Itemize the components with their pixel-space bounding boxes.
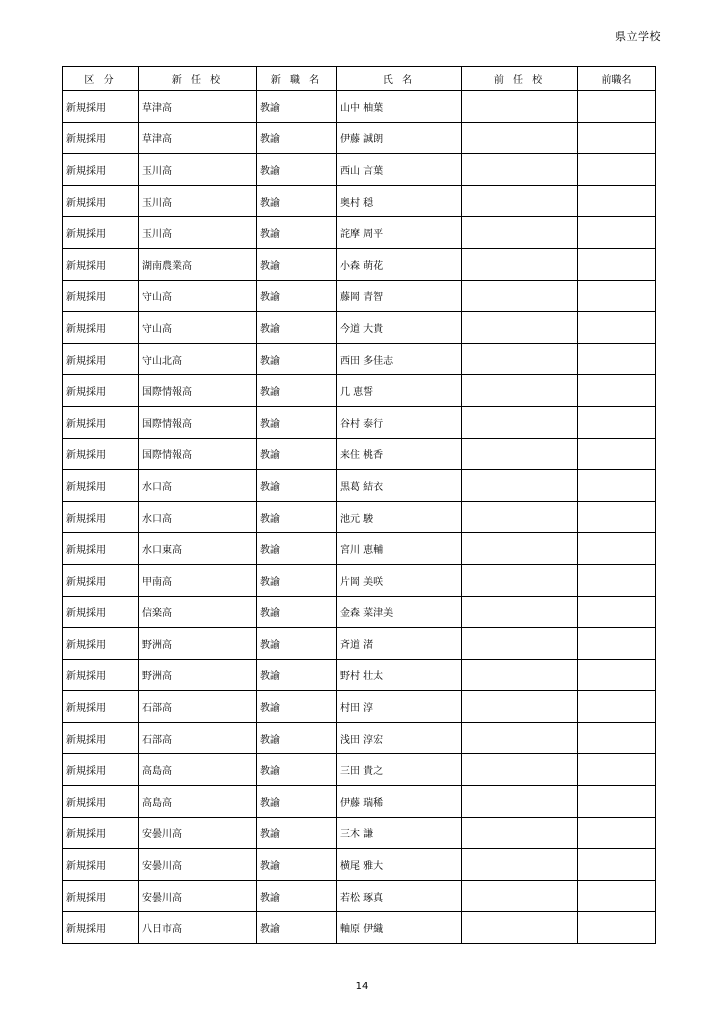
cell-new-school: 甲南高 xyxy=(139,564,257,596)
cell-name: 奥村 穏 xyxy=(337,185,462,217)
table-row xyxy=(63,248,656,280)
cell-category: 新規採用 xyxy=(63,501,139,533)
cell-new-school: 高島高 xyxy=(139,754,257,786)
cell-new-position: 教諭 xyxy=(257,470,337,502)
cell-previous-position xyxy=(578,628,656,660)
cell-new-position: 教諭 xyxy=(257,817,337,849)
cell-previous-school xyxy=(462,406,578,438)
table-row xyxy=(63,754,656,786)
cell-previous-school xyxy=(462,91,578,123)
cell-new-position: 教諭 xyxy=(257,754,337,786)
cell-previous-school xyxy=(462,754,578,786)
cell-new-position: 教諭 xyxy=(257,659,337,691)
column-header-new-position: 新 職 名 xyxy=(257,67,337,91)
cell-previous-school xyxy=(462,470,578,502)
cell-previous-position xyxy=(578,217,656,249)
table-header-row xyxy=(63,67,656,91)
cell-previous-position xyxy=(578,312,656,344)
table-row xyxy=(63,628,656,660)
cell-name: 来住 桃香 xyxy=(337,438,462,470)
table-row xyxy=(63,817,656,849)
cell-category: 新規採用 xyxy=(63,406,139,438)
cell-previous-school xyxy=(462,691,578,723)
cell-new-school: 草津高 xyxy=(139,122,257,154)
cell-new-school: 湖南農業高 xyxy=(139,248,257,280)
cell-name: 今道 大貴 xyxy=(337,312,462,344)
table-row xyxy=(63,217,656,249)
cell-previous-school xyxy=(462,501,578,533)
school-category-label: 県立学校 xyxy=(615,30,661,43)
table-row xyxy=(63,659,656,691)
table-row xyxy=(63,185,656,217)
cell-previous-position xyxy=(578,375,656,407)
cell-previous-position xyxy=(578,754,656,786)
table-row xyxy=(63,312,656,344)
cell-previous-school xyxy=(462,438,578,470)
cell-new-school: 守山高 xyxy=(139,280,257,312)
cell-new-position: 教諭 xyxy=(257,501,337,533)
cell-category: 新規採用 xyxy=(63,343,139,375)
cell-name: 伊藤 瑞稀 xyxy=(337,786,462,818)
cell-previous-position xyxy=(578,912,656,944)
cell-name: 西山 言葉 xyxy=(337,154,462,186)
cell-previous-position xyxy=(578,880,656,912)
table-row xyxy=(63,722,656,754)
table-row xyxy=(63,343,656,375)
cell-previous-position xyxy=(578,248,656,280)
cell-previous-position xyxy=(578,154,656,186)
personnel-table xyxy=(62,66,656,944)
cell-name: 村田 淳 xyxy=(337,691,462,723)
cell-name: 斉道 渚 xyxy=(337,628,462,660)
cell-new-school: 国際情報高 xyxy=(139,375,257,407)
cell-previous-school xyxy=(462,849,578,881)
table-row xyxy=(63,533,656,565)
cell-previous-school xyxy=(462,564,578,596)
cell-previous-position xyxy=(578,470,656,502)
cell-new-position: 教諭 xyxy=(257,343,337,375)
cell-previous-position xyxy=(578,438,656,470)
cell-previous-school xyxy=(462,375,578,407)
cell-previous-school xyxy=(462,248,578,280)
cell-new-school: 野洲高 xyxy=(139,659,257,691)
cell-previous-position xyxy=(578,91,656,123)
table-row xyxy=(63,122,656,154)
cell-name: 軸原 伊織 xyxy=(337,912,462,944)
cell-name: 三田 貴之 xyxy=(337,754,462,786)
cell-previous-school xyxy=(462,185,578,217)
column-header-name: 氏 名 xyxy=(337,67,462,91)
table-row xyxy=(63,470,656,502)
cell-name: 伊藤 誠朗 xyxy=(337,122,462,154)
cell-new-position: 教諭 xyxy=(257,722,337,754)
cell-new-school: 玉川高 xyxy=(139,217,257,249)
cell-previous-position xyxy=(578,185,656,217)
table-row xyxy=(63,691,656,723)
cell-new-position: 教諭 xyxy=(257,185,337,217)
cell-previous-school xyxy=(462,722,578,754)
cell-category: 新規採用 xyxy=(63,691,139,723)
cell-new-position: 教諭 xyxy=(257,406,337,438)
table-row xyxy=(63,880,656,912)
cell-previous-position xyxy=(578,406,656,438)
cell-previous-school xyxy=(462,912,578,944)
cell-previous-school xyxy=(462,880,578,912)
cell-name: 浅田 淳宏 xyxy=(337,722,462,754)
cell-new-school: 玉川高 xyxy=(139,154,257,186)
cell-category: 新規採用 xyxy=(63,722,139,754)
cell-new-school: 野洲高 xyxy=(139,628,257,660)
cell-previous-school xyxy=(462,628,578,660)
table-row xyxy=(63,91,656,123)
cell-previous-position xyxy=(578,501,656,533)
cell-previous-school xyxy=(462,122,578,154)
cell-category: 新規採用 xyxy=(63,754,139,786)
cell-new-school: 石部高 xyxy=(139,691,257,723)
cell-new-school: 信楽高 xyxy=(139,596,257,628)
cell-category: 新規採用 xyxy=(63,375,139,407)
cell-category: 新規採用 xyxy=(63,280,139,312)
cell-category: 新規採用 xyxy=(63,438,139,470)
cell-new-position: 教諭 xyxy=(257,154,337,186)
cell-new-school: 守山北高 xyxy=(139,343,257,375)
cell-new-position: 教諭 xyxy=(257,912,337,944)
cell-previous-school xyxy=(462,312,578,344)
cell-category: 新規採用 xyxy=(63,596,139,628)
cell-new-position: 教諭 xyxy=(257,849,337,881)
cell-category: 新規採用 xyxy=(63,185,139,217)
cell-category: 新規採用 xyxy=(63,659,139,691)
cell-new-position: 教諭 xyxy=(257,786,337,818)
table-row xyxy=(63,564,656,596)
cell-new-school: 安曇川高 xyxy=(139,817,257,849)
page-number: 14 xyxy=(355,981,369,992)
cell-previous-school xyxy=(462,217,578,249)
table-row xyxy=(63,912,656,944)
cell-previous-position xyxy=(578,849,656,881)
cell-category: 新規採用 xyxy=(63,786,139,818)
table-row xyxy=(63,280,656,312)
cell-new-position: 教諭 xyxy=(257,91,337,123)
cell-previous-position xyxy=(578,343,656,375)
cell-previous-school xyxy=(462,533,578,565)
table-row xyxy=(63,406,656,438)
cell-name: 金森 菜津美 xyxy=(337,596,462,628)
cell-category: 新規採用 xyxy=(63,849,139,881)
cell-category: 新規採用 xyxy=(63,470,139,502)
cell-category: 新規採用 xyxy=(63,533,139,565)
cell-category: 新規採用 xyxy=(63,880,139,912)
cell-category: 新規採用 xyxy=(63,91,139,123)
cell-new-position: 教諭 xyxy=(257,248,337,280)
table-row xyxy=(63,501,656,533)
cell-new-position: 教諭 xyxy=(257,217,337,249)
cell-new-school: 石部高 xyxy=(139,722,257,754)
cell-new-school: 高島高 xyxy=(139,786,257,818)
cell-new-school: 安曇川高 xyxy=(139,880,257,912)
cell-new-school: 国際情報高 xyxy=(139,406,257,438)
cell-category: 新規採用 xyxy=(63,312,139,344)
cell-new-position: 教諭 xyxy=(257,533,337,565)
cell-name: 山中 柚葉 xyxy=(337,91,462,123)
cell-new-school: 国際情報高 xyxy=(139,438,257,470)
cell-new-school: 守山高 xyxy=(139,312,257,344)
cell-category: 新規採用 xyxy=(63,122,139,154)
cell-new-position: 教諭 xyxy=(257,312,337,344)
cell-new-school: 八日市高 xyxy=(139,912,257,944)
cell-name: 小森 萌花 xyxy=(337,248,462,280)
cell-name: 若松 琢真 xyxy=(337,880,462,912)
cell-name: 片岡 美咲 xyxy=(337,564,462,596)
column-header-previous-position: 前職名 xyxy=(578,67,656,91)
cell-previous-position xyxy=(578,564,656,596)
table-row xyxy=(63,438,656,470)
table-row xyxy=(63,849,656,881)
cell-previous-school xyxy=(462,659,578,691)
cell-new-position: 教諭 xyxy=(257,375,337,407)
cell-name: 詫摩 周平 xyxy=(337,217,462,249)
cell-previous-school xyxy=(462,596,578,628)
cell-new-school: 水口東高 xyxy=(139,533,257,565)
cell-name: 横尾 雅大 xyxy=(337,849,462,881)
column-header-category: 区 分 xyxy=(63,67,139,91)
cell-category: 新規採用 xyxy=(63,628,139,660)
cell-name: 西田 多佳志 xyxy=(337,343,462,375)
cell-new-school: 水口高 xyxy=(139,470,257,502)
cell-new-school: 草津高 xyxy=(139,91,257,123)
cell-new-position: 教諭 xyxy=(257,438,337,470)
cell-new-position: 教諭 xyxy=(257,880,337,912)
cell-category: 新規採用 xyxy=(63,912,139,944)
cell-previous-position xyxy=(578,533,656,565)
cell-previous-position xyxy=(578,280,656,312)
cell-previous-position xyxy=(578,786,656,818)
cell-category: 新規採用 xyxy=(63,248,139,280)
table-row xyxy=(63,375,656,407)
cell-new-position: 教諭 xyxy=(257,564,337,596)
cell-previous-position xyxy=(578,691,656,723)
column-header-new-school: 新 任 校 xyxy=(139,67,257,91)
cell-name: 藤岡 青智 xyxy=(337,280,462,312)
cell-name: 野村 壮太 xyxy=(337,659,462,691)
cell-new-school: 玉川高 xyxy=(139,185,257,217)
cell-new-position: 教諭 xyxy=(257,628,337,660)
cell-previous-school xyxy=(462,786,578,818)
cell-name: 几 恵誓 xyxy=(337,375,462,407)
cell-previous-school xyxy=(462,343,578,375)
table-body xyxy=(63,91,656,944)
cell-category: 新規採用 xyxy=(63,817,139,849)
cell-name: 三木 謙 xyxy=(337,817,462,849)
cell-new-position: 教諭 xyxy=(257,280,337,312)
cell-new-position: 教諭 xyxy=(257,122,337,154)
cell-name: 池元 駿 xyxy=(337,501,462,533)
cell-category: 新規採用 xyxy=(63,564,139,596)
table-row xyxy=(63,154,656,186)
cell-previous-position xyxy=(578,722,656,754)
cell-new-school: 安曇川高 xyxy=(139,849,257,881)
cell-previous-school xyxy=(462,154,578,186)
cell-category: 新規採用 xyxy=(63,154,139,186)
cell-name: 谷村 泰行 xyxy=(337,406,462,438)
cell-previous-position xyxy=(578,122,656,154)
cell-previous-position xyxy=(578,817,656,849)
cell-name: 宮川 恵輔 xyxy=(337,533,462,565)
cell-new-position: 教諭 xyxy=(257,596,337,628)
cell-previous-position xyxy=(578,596,656,628)
table-row xyxy=(63,786,656,818)
cell-previous-school xyxy=(462,280,578,312)
cell-name: 黒葛 結衣 xyxy=(337,470,462,502)
cell-previous-position xyxy=(578,659,656,691)
cell-category: 新規採用 xyxy=(63,217,139,249)
cell-previous-school xyxy=(462,817,578,849)
cell-new-position: 教諭 xyxy=(257,691,337,723)
cell-new-school: 水口高 xyxy=(139,501,257,533)
column-header-previous-school: 前 任 校 xyxy=(462,67,578,91)
table-row xyxy=(63,596,656,628)
